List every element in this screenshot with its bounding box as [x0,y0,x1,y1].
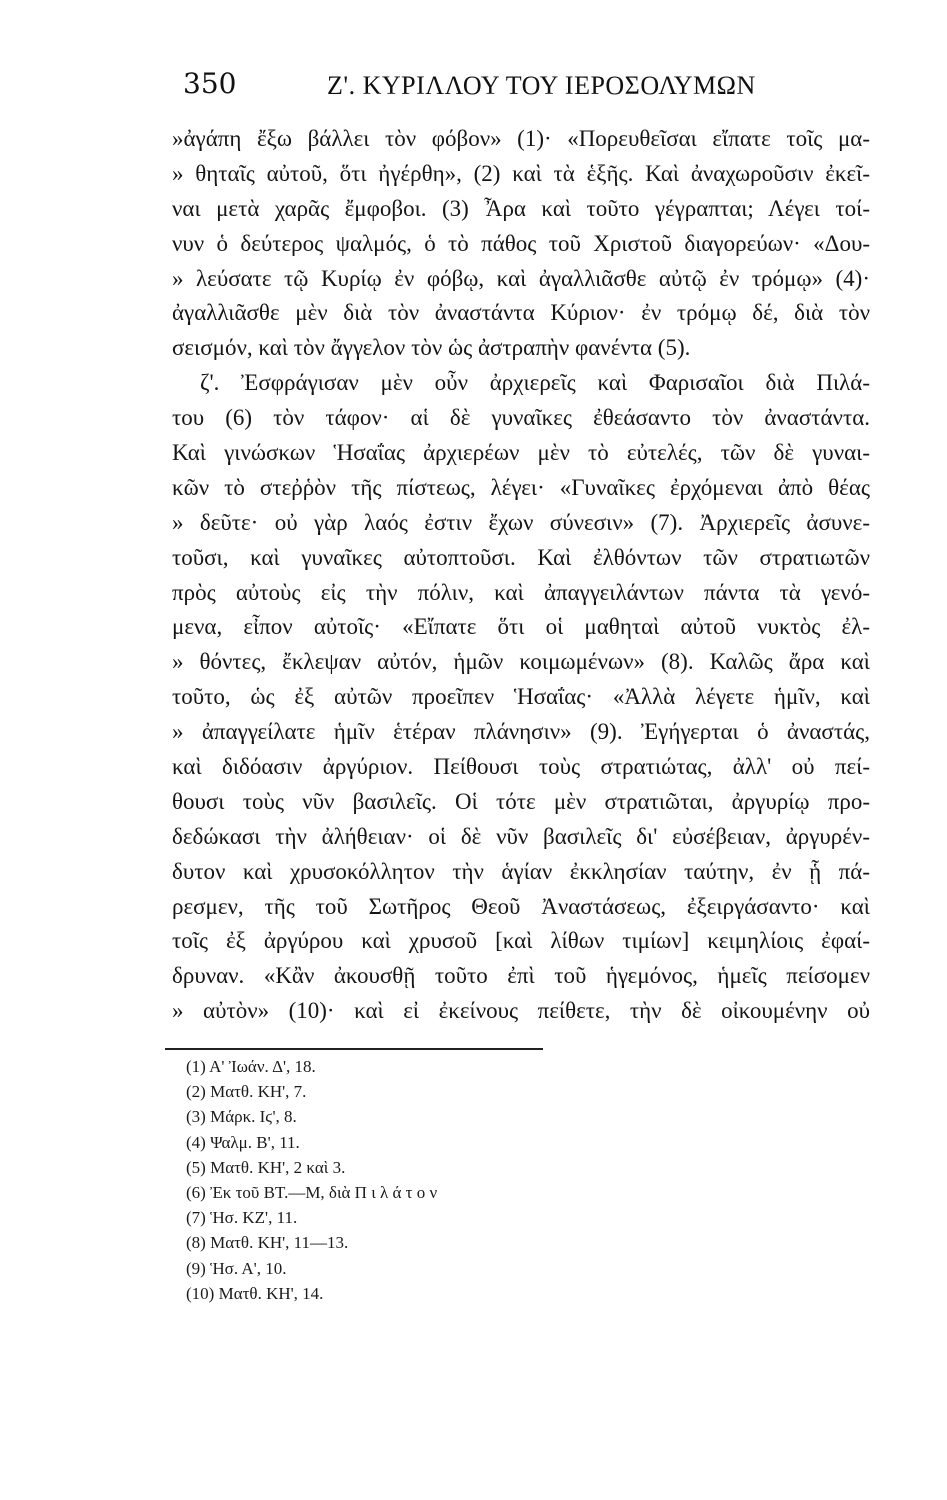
text-line: Καὶ γινώσκων Ἡσαΐας ἀρχιερέων μὲν τὸ εὐτελές, τῶν δὲ γυναι- [172,440,870,466]
running-head: Ζ'. ΚΥΡΙΛΛΟΥ ΤΟΥ ΙΕΡΟΣΟΛΥΜΩΝ [327,71,756,100]
text-line: δυτον καὶ χρυσοκόλλητον τὴν ἁγίαν ἐκκλησίαν ταύτην, ἐν ᾗ πά- [172,858,870,884]
text-line: » δεῦτε· οὐ γὰρ λαός ἐστιν ἔχων σύνεσιν» (7). Ἀρχιερεῖς ἀσυνε- [172,509,870,535]
text-line: τοῦτο, ὡς ἐξ αὐτῶν προεῖπεν Ἡσαΐας· «Ἀλλὰ λέγετε ἡμῖν, καὶ [172,684,870,710]
footnote-divider [165,1048,543,1050]
text-line: τοῖς ἐξ ἀργύρου καὶ χρυσοῦ [καὶ λίθων τιμίων] κειμηλίοις ἐφαί- [172,928,870,954]
text-line: καὶ διδόασιν ἀργύριον. Πείθουσι τοὺς στρατιώτας, ἀλλ' οὐ πεί- [172,754,870,780]
text-line: » λεύσατε τῷ Κυρίῳ ἐν φόβῳ, καὶ ἀγαλλιᾶσθε αὐτῷ ἐν τρόμῳ» (4)· [172,265,870,291]
footnotes [186,1054,636,1306]
text-line: θουσι τοὺς νῦν βασιλεῖς. Οἱ τότε μὲν στρατιῶται, ἀργυρίῳ προ- [172,788,870,814]
text-line: » θόντες, ἔκλεψαν αὐτόν, ἡμῶν κοιμωμένων» (8). Καλῶς ἄρα καὶ [172,649,870,675]
text-line: νυν ὁ δεύτερος ψαλμός, ὁ τὸ πάθος τοῦ Χριστοῦ διαγορεύων· «Δου- [172,230,870,256]
footnote: (3) Μάρκ. Ιϛ', 8. [186,1107,297,1127]
footnote: (5) Ματθ. ΚΗ', 2 καὶ 3. [186,1157,346,1177]
footnote: (7) Ἡσ. ΚΖ', 11. [186,1208,298,1228]
text-line: δρυναν. «Κἂν ἀκουσθῇ τοῦτο ἐπὶ τοῦ ἡγεμόνος, ἡμεῖς πείσομεν [172,963,870,989]
text-line: ζ'. Ἐσφράγισαν μὲν οὖν ἀρχιερεῖς καὶ Φαρισαῖοι διὰ Πιλά- [200,370,870,396]
text-line: κῶν τὸ στεῤῥὸν τῆς πίστεως, λέγει· «Γυναῖκες ἐρχόμεναι ἀπὸ θέας [172,474,870,500]
footnote: (9) Ἡσ. Α', 10. [186,1258,287,1278]
footnote: (6) Ἐκ τοῦ ΒΤ.—Μ, διὰ Π ι λ ά τ ο ν [186,1182,438,1202]
text-line: » ἀπαγγείλατε ἡμῖν ἑτέραν πλάνησιν» (9). Ἐγήγερται ὁ ἀναστάς, [172,719,870,745]
text-line: πρὸς αὐτοὺς εἰς τὴν πόλιν, καὶ ἀπαγγειλάντων πάντα τὰ γενό- [172,579,870,605]
footnote: (2) Ματθ. ΚΗ', 7. [186,1082,307,1102]
text-line: ἀγαλλιᾶσθε μὲν διὰ τὸν ἀναστάντα Κύριον· ἐν τρόμῳ δέ, διὰ τὸν [172,300,870,326]
text-line: ρεσμεν, τῆς τοῦ Σωτῆρος Θεοῦ Ἀναστάσεως, ἐξειργάσαντο· καὶ [172,893,870,919]
page-header [175,68,875,108]
text-line: ναι μετὰ χαρᾶς ἔμφοβοι. (3) Ἆρα καὶ τοῦτο γέγραπται; Λέγει τοί- [172,195,870,221]
text-line: τοῦσι, καὶ γυναῖκες αὐτοπτοῦσι. Καὶ ἐλθόντων τῶν στρατιωτῶν [172,544,870,570]
footnote: (10) Ματθ. ΚΗ', 14. [186,1283,324,1303]
text-line: του (6) τὸν τάφον· αἱ δὲ γυναῖκες ἐθεάσαντο τὸν ἀναστάντα. [172,405,870,431]
text-line: μενα, εἶπον αὐτοῖς· «Εἴπατε ὅτι οἱ μαθηταὶ αὐτοῦ νυκτὸς ἐλ- [172,614,870,640]
text-line: » αὐτὸν» (10)· καὶ εἰ ἐκείνους πείθετε, τὴν δὲ οἰκουμένην οὐ [172,998,870,1024]
footnote: (1) Α' Ἰωάν. Δ', 18. [186,1057,316,1076]
text-line: δεδώκασι τὴν ἀλήθειαν· οἱ δὲ νῦν βασιλεῖς δι' εὐσέβειαν, ἀργυρέν- [172,823,870,849]
text-line: σεισμόν, καὶ τὸν ἄγγελον τὸν ὡς ἀστραπὴν φανέντα (5). [172,335,691,361]
page-number: 350 [183,67,237,100]
footnote: (8) Ματθ. ΚΗ', 11—13. [186,1233,349,1253]
footnote: (4) Ψαλμ. Β', 11. [186,1132,300,1152]
text-line: »ἀγάπη ἔξω βάλλει τὸν φόβον» (1)· «Πορευθεῖσαι εἴπατε τοῖς μα- [172,126,870,151]
text-line: » θηταῖς αὐτοῦ, ὅτι ἠγέρθη», (2) καὶ τὰ ἑξῆς. Καὶ ἀναχωροῦσιν ἐκεῖ- [172,160,870,186]
main-text [172,122,870,1029]
